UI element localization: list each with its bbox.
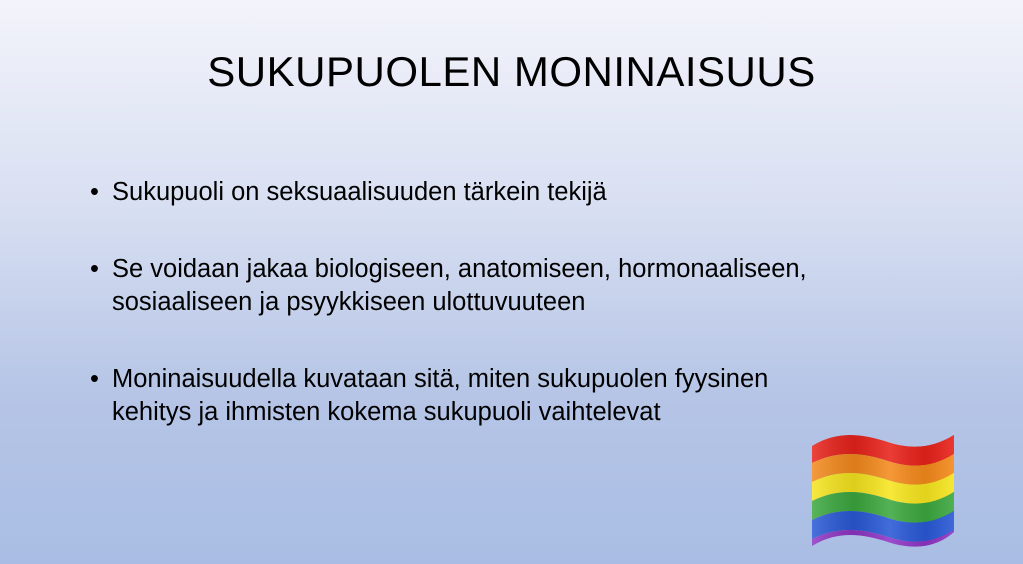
bullet-item	[90, 176, 910, 209]
bullet-text-line: Sukupuoli on seksuaalisuuden tärkein tekijä	[112, 178, 607, 206]
bullet-list	[90, 176, 910, 429]
bullet-dot: •	[90, 178, 99, 206]
bullet-text-line: Se voidaan jakaa biologiseen, anatomiseen, hormonaaliseen,	[112, 255, 807, 283]
bullet-text-line: Moninaisuudella kuvataan sitä, miten sukupuolen fyysinen	[112, 365, 769, 393]
bullet-dot: •	[90, 255, 99, 283]
bullet-text-line: kehitys ja ihmisten kokema sukupuoli vaihtelevat	[112, 398, 661, 426]
bullet-item	[90, 253, 910, 319]
bullet-text-line: sosiaaliseen ja psyykkiseen ulottuvuuteen	[112, 288, 586, 316]
bullet-item	[90, 363, 910, 429]
rainbow-flag-icon	[808, 428, 958, 550]
bullet-dot: •	[90, 365, 99, 393]
slide-title: SUKUPUOLEN MONINAISUUS	[207, 48, 816, 95]
